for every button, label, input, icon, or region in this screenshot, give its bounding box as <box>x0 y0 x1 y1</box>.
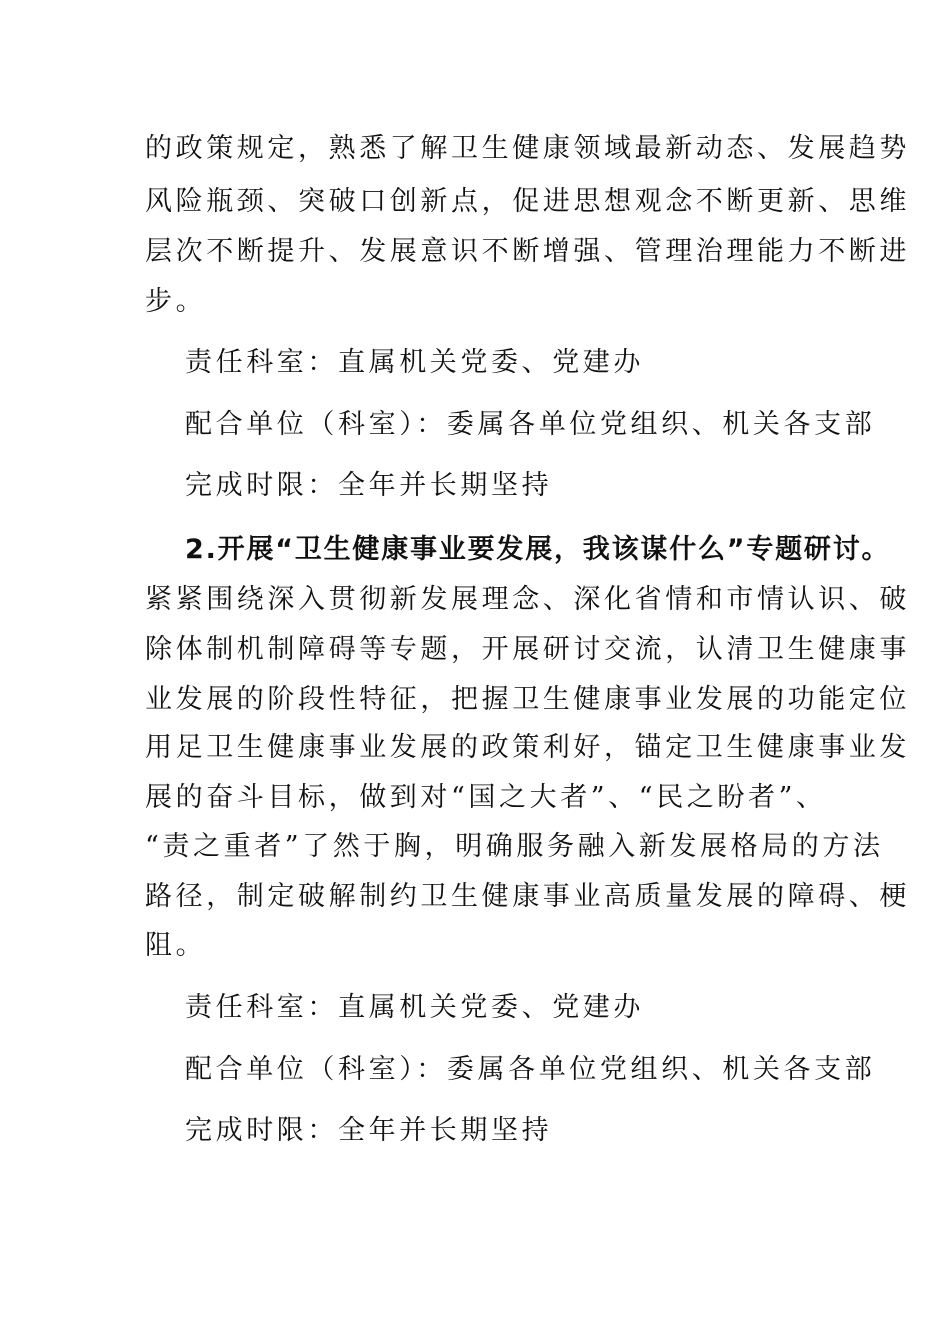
completion-deadline: 完成时限：全年并长期坚持 <box>185 1115 553 1146</box>
body-text-line: 紧紧围绕深入贯彻新发展理念、深化省情和市情认识、破 <box>145 584 910 615</box>
body-text-line: 除体制机制障碍等专题，开展研讨交流，认清卫生健康事 <box>145 634 910 665</box>
section-heading: 2.开展“卫生健康事业要发展，我该谋什么”专题研讨。 <box>185 534 891 565</box>
responsible-office: 责任科室：直属机关党委、党建办 <box>185 347 644 378</box>
body-text-line: 层次不断提升、发展意识不断增强、管理治理能力不断进 <box>145 236 910 267</box>
body-text-line: 用足卫生健康事业发展的政策利好，锚定卫生健康事业发 <box>145 732 910 763</box>
body-text-line: 的政策规定，熟悉了解卫生健康领域最新动态、发展趋势 <box>145 133 910 164</box>
body-text-line: 步。 <box>145 286 207 317</box>
cooperating-units: 配合单位（科室）：委属各单位党组织、机关各支部 <box>185 1054 876 1085</box>
body-text-line: 风险瓶颈、突破口创新点，促进思想观念不断更新、思维 <box>145 186 910 217</box>
body-text-line: 展的奋斗目标，做到对“国之大者”、“民之盼者”、 <box>145 782 827 813</box>
body-text-line: 路径，制定破解制约卫生健康事业高质量发展的障碍、梗 <box>145 881 910 912</box>
responsible-office: 责任科室：直属机关党委、党建办 <box>185 992 644 1023</box>
cooperating-units: 配合单位（科室）：委属各单位党组织、机关各支部 <box>185 409 876 440</box>
body-text-line: 业发展的阶段性特征，把握卫生健康事业发展的功能定位 <box>145 684 910 715</box>
completion-deadline: 完成时限：全年并长期坚持 <box>185 470 553 501</box>
body-text-line: “责之重者”了然于胸，明确服务融入新发展格局的方法 <box>145 831 884 862</box>
body-text-line: 阻。 <box>145 930 207 961</box>
